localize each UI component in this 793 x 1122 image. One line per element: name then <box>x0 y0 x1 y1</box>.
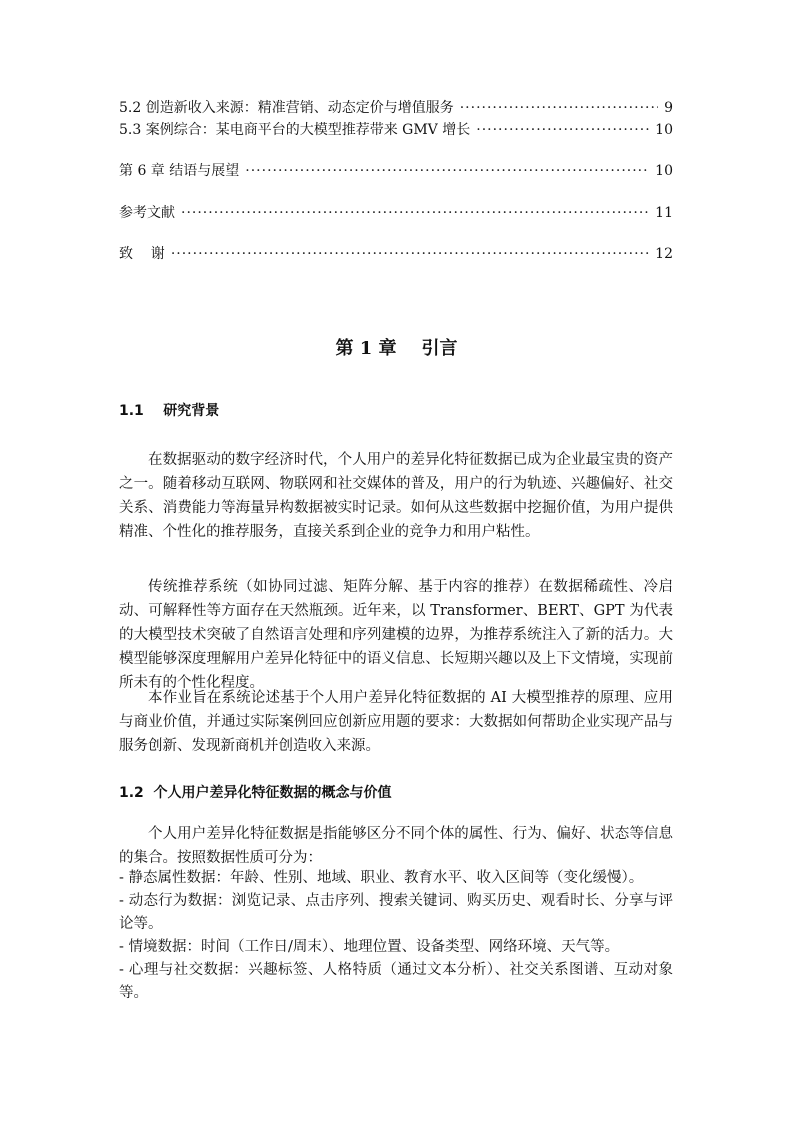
chapter-title: 第 1 章 引言 <box>335 338 458 359</box>
toc-entry-page: 9 <box>664 100 673 116</box>
toc-entry-label: 第 6 章 结语与展望 <box>119 163 240 179</box>
list-item: - 静态属性数据：年龄、性别、地域、职业、教育水平、收入区间等（变化缓慢）。 <box>119 870 644 886</box>
toc-entry-label: 5.2 创造新收入来源：精准营销、动态定价与增值服务 <box>119 100 454 116</box>
section-heading-1-1: 1.1 研究背景 <box>119 403 220 419</box>
toc-leader-dots <box>171 246 649 262</box>
list-item: - 情境数据：时间（工作日/周末）、地理位置、设备类型、网络环境、天气等。 <box>119 939 620 955</box>
toc-leader-dots <box>181 205 649 221</box>
body-paragraph: 个人用户差异化特征数据是指能够区分不同个体的属性、行为、偏好、状态等信息的集合。按照数据性质可分为： <box>119 826 673 866</box>
toc-entry-label: 5.3 案例综合：某电商平台的大模型推荐带来 GMV 增长 <box>119 122 471 138</box>
toc-entry-page: 10 <box>655 163 673 179</box>
body-paragraph: 本作业旨在系统论述基于个人用户差异化特征数据的 AI 大模型推荐的原理、应用与商业价值，并通过实际案例回应创新应用题的要求：大数据如何帮助企业实现产品与服务创新、发现新商机并创造收入来源。 <box>119 690 673 754</box>
list-item: - 心理与社交数据：兴趣标签、人格特质（通过文本分析）、社交关系图谱、互动对象等。 <box>119 962 673 1001</box>
toc-entry-page: 11 <box>655 205 673 221</box>
toc-entry-5-3[interactable] <box>119 119 673 139</box>
toc-entry-5-2[interactable] <box>119 97 673 117</box>
toc-entry-page: 12 <box>655 246 673 262</box>
toc-leader-dots <box>245 163 649 179</box>
toc-entry-references[interactable] <box>119 202 673 222</box>
toc-entry-label: 致 谢 <box>119 246 165 262</box>
body-paragraph: 在数据驱动的数字经济时代，个人用户的差异化特征数据已成为企业最宝贵的资产之一。随着移动互联网、物联网和社交媒体的普及，用户的行为轨迹、兴趣偏好、社交关系、消费能力等海量异构数据被实时记录。如何从这些数据中挖掘价值，为用户提供精准、个性化的推荐服务，直接关系到企业的竞争力和用户粘性。 <box>119 452 673 540</box>
body-paragraph: 传统推荐系统（如协同过滤、矩阵分解、基于内容的推荐）在数据稀疏性、冷启动、可解释性等方面存在天然瓶颈。近年来，以 Transformer、BERT、GPT 为代表的大模型技术突破了自然语言处理和序列建模的边界，为推荐系统注入了新的活力。大模型能够深度理解用户差异化特征中的语义信息、长短期兴趣以及上下文情境，实现前所未有的个性化程度。 <box>119 579 673 691</box>
toc-leader-dots <box>476 122 649 138</box>
feature-category-list <box>119 867 673 1005</box>
toc-entry-page: 10 <box>655 122 673 138</box>
toc-leader-dots <box>460 100 658 116</box>
toc-entry-label: 参考文献 <box>119 205 175 221</box>
section-heading-1-2: 1.2 个人用户差异化特征数据的概念与价值 <box>119 785 392 801</box>
toc-entry-acknowledgements[interactable] <box>119 243 673 263</box>
list-item: - 动态行为数据：浏览记录、点击序列、搜索关键词、购买历史、观看时长、分享与评论等。 <box>119 893 673 932</box>
toc-entry-chapter-6[interactable] <box>119 160 673 180</box>
